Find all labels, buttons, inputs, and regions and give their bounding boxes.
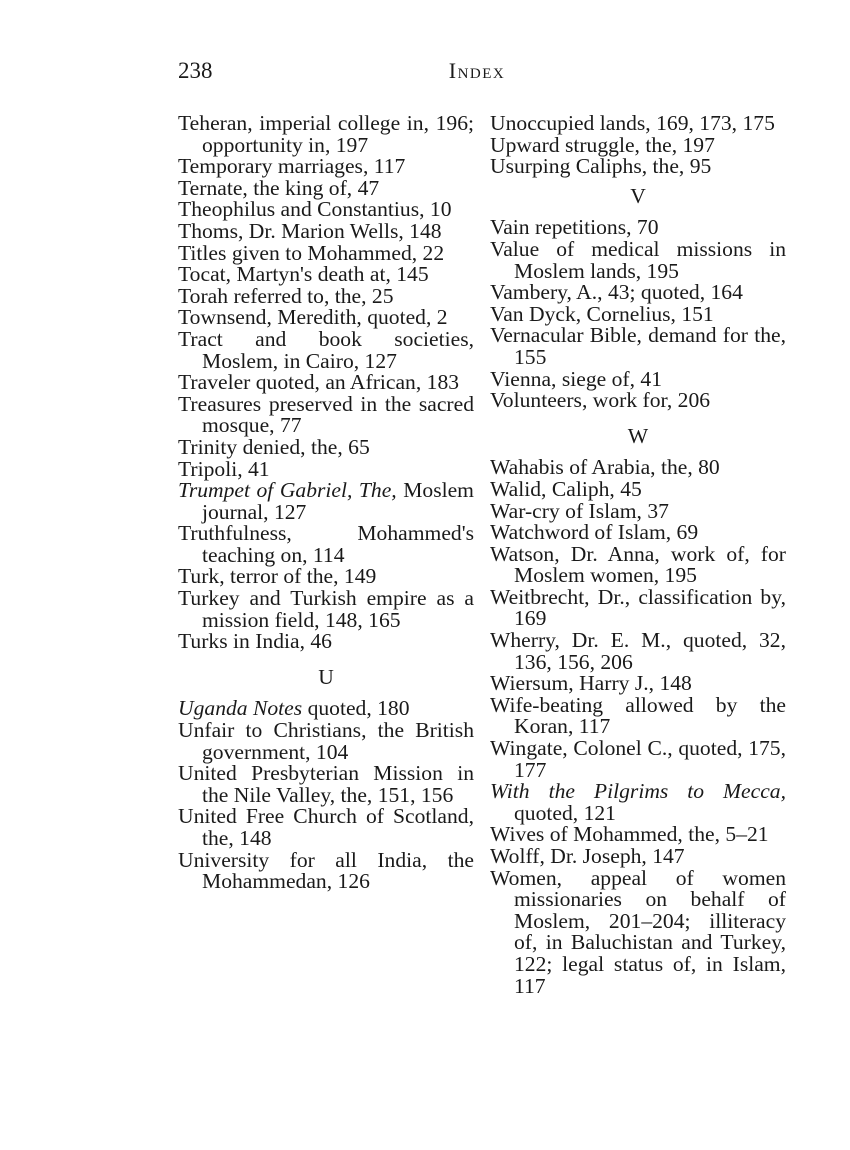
index-entry	[490, 630, 786, 673]
entry-text: Trinity denied, the, 65	[178, 434, 370, 459]
index-entry	[490, 282, 786, 304]
italic-title: With the Pilgrims to Mecca,	[490, 779, 786, 804]
index-entry	[490, 673, 786, 695]
index-entry	[490, 846, 786, 868]
index-entry	[490, 217, 786, 239]
entry-text: Tocat, Martyn's death at, 145	[178, 262, 429, 287]
page-number: 238	[178, 58, 213, 83]
index-entry	[490, 366, 786, 391]
entry-text: Treasures preserved in the sacred mosque, 77	[178, 391, 474, 438]
entry-text: Van Dyck, Cornelius, 151	[490, 301, 714, 326]
index-entry	[178, 763, 474, 806]
index-entry	[490, 522, 786, 544]
entry-text: Watchword of Islam, 69	[490, 520, 699, 545]
entry-text: Wherry, Dr. E. M., quoted, 32, 136, 156, 206	[490, 628, 786, 674]
index-entry	[178, 113, 474, 156]
entry-text: Theophilus and Constantius, 10	[178, 197, 452, 222]
entry-text: Torah referred to, the, 25	[178, 283, 394, 308]
index-entry	[178, 156, 474, 178]
index-entry	[490, 113, 786, 135]
entry-text: Usurping Caliphs, the, 95	[490, 154, 712, 179]
letter-heading: U	[318, 664, 334, 689]
entry-text: Townsend, Meredith, quoted, 2	[178, 305, 448, 330]
index-entry	[178, 698, 474, 720]
index-entry	[490, 781, 786, 824]
index-entry	[490, 824, 786, 846]
entry-text: Turk, terror of the, 149	[178, 564, 377, 589]
entry-text: Wiersum, Harry J., 148	[490, 671, 692, 696]
index-entry	[178, 847, 474, 894]
right-index-column	[490, 113, 786, 997]
italic-title: Trumpet of Gabriel, The,	[178, 478, 397, 503]
index-entry	[178, 175, 474, 200]
running-head	[172, 58, 782, 94]
entry-text: Vienna, siege of, 41	[490, 366, 663, 391]
left-index-column	[178, 113, 474, 893]
entry-text: University for all India, the Mohammedan, 126	[178, 847, 474, 894]
entry-text: Turkey and Turkish empire as a mission field, 148, 165	[178, 586, 474, 632]
index-entry	[490, 865, 786, 998]
index-entry	[490, 132, 786, 157]
index-entry	[178, 523, 474, 566]
entry-text: Upward struggle, the, 197	[490, 132, 715, 157]
entry-text: United Free Church of Scotland, the, 148	[178, 804, 474, 850]
entry-text: Traveler quoted, an African, 183	[178, 370, 460, 395]
index-entry	[490, 156, 786, 178]
entry-text: Wife-beating allowed by the Koran, 117	[490, 692, 786, 739]
index-entry	[178, 264, 474, 286]
entry-text: Wives of Mohammed, the, 5–21	[490, 822, 769, 847]
entry-text: Teheran, imperial college in, 196; opportunity in, 197	[178, 111, 474, 157]
entry-text: Turks in India, 46	[178, 629, 332, 654]
index-entry	[490, 457, 786, 479]
entry-text: Women, appeal of women missionaries on behalf of Moslem, 201–204; illiteracy of, in Baluchistan and Turkey, 122; legal status of, in Islam, 117	[490, 865, 786, 998]
entry-text: quoted, 121	[514, 800, 616, 825]
index-entry	[178, 240, 474, 265]
entry-text: Tripoli, 41	[178, 456, 270, 481]
index-entry	[490, 476, 786, 501]
index-entry	[490, 498, 786, 523]
index-entry	[490, 738, 786, 781]
italic-title: Uganda Notes	[178, 696, 303, 721]
entry-text: Wingate, Colonel C., quoted, 175, 177	[490, 736, 786, 782]
entry-text: Moslem journal, 127	[202, 478, 474, 524]
index-entry	[490, 325, 786, 368]
index-entry	[490, 301, 786, 326]
entry-text: Ternate, the king of, 47	[178, 175, 380, 200]
entry-text: Vambery, A., 43; quoted, 164	[490, 280, 743, 305]
index-entry	[178, 218, 474, 243]
index-entry	[178, 307, 474, 329]
index-entry	[178, 372, 474, 394]
entry-text: Thoms, Dr. Marion Wells, 148	[178, 218, 442, 243]
entry-text: Wahabis of Arabia, the, 80	[490, 455, 720, 480]
entry-text: United Presbyterian Mission in the Nile Valley, the, 151, 156	[178, 761, 474, 807]
index-entry	[178, 434, 474, 459]
running-title: Index	[448, 58, 506, 83]
index-entry	[178, 806, 474, 849]
index-entry	[490, 541, 786, 588]
entry-text: Temporary marriages, 117	[178, 154, 406, 179]
entry-text: Weitbrecht, Dr., classification by, 169	[490, 584, 786, 631]
index-entry	[178, 391, 474, 438]
entry-text: Vernacular Bible, demand for the, 155	[490, 323, 786, 369]
entry-text: Tract and book societies, Moslem, in Cairo, 127	[178, 326, 474, 373]
index-entry	[178, 631, 474, 653]
index-entry	[490, 692, 786, 739]
entry-text: Unfair to Christians, the British government, 104	[178, 718, 474, 764]
index-entry	[178, 283, 474, 308]
index-entry	[490, 584, 786, 631]
index-entry	[490, 236, 786, 283]
index-entry	[178, 326, 474, 373]
letter-heading: W	[627, 423, 649, 448]
entry-text: Watson, Dr. Anna, work of, for Moslem women, 195	[490, 541, 786, 588]
letter-heading: V	[630, 183, 646, 208]
index-entry	[178, 588, 474, 631]
index-entry	[178, 199, 474, 221]
entry-text: Wolff, Dr. Joseph, 147	[490, 844, 685, 868]
entry-text: quoted, 180	[302, 696, 410, 721]
entry-text: Volunteers, work for, 206	[490, 388, 711, 413]
entry-text: Value of medical missions in Moslem lands, 195	[490, 236, 786, 283]
index-entry	[178, 566, 474, 588]
entry-text: Vain repetitions, 70	[490, 215, 659, 240]
entry-text: War-cry of Islam, 37	[490, 498, 669, 523]
index-entry	[178, 720, 474, 763]
index-entry	[490, 390, 786, 412]
entry-text: Walid, Caliph, 45	[490, 476, 642, 501]
entry-text: Unoccupied lands, 169, 173, 175	[490, 111, 775, 135]
entry-text: Titles given to Mohammed, 22	[178, 240, 445, 265]
index-entry	[178, 456, 474, 481]
index-entry	[178, 480, 474, 523]
entry-text: Truthfulness, Mohammed's teaching on, 114	[178, 521, 474, 567]
